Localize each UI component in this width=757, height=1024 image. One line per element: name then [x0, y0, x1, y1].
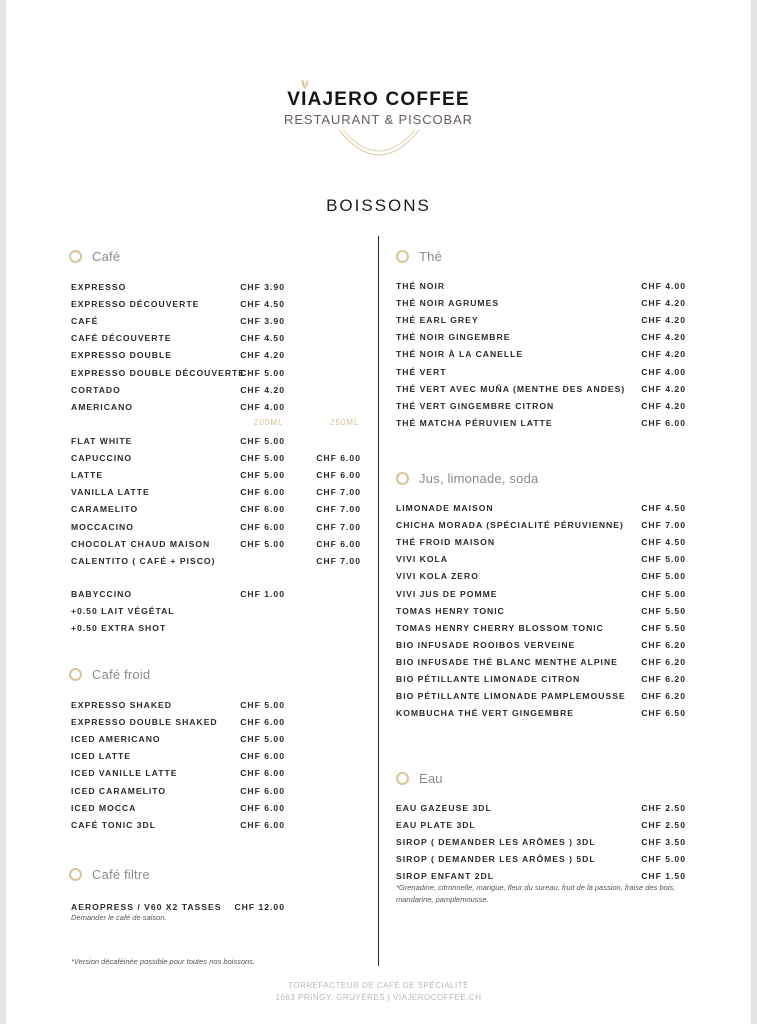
- cafe-filtre-note: Demander le café de saison.: [71, 913, 167, 922]
- item-name: CAFÉ DÉCOUVERTE: [71, 333, 172, 344]
- menu-item-row: [71, 453, 361, 470]
- item-name: EXPRESSO SHAKED: [71, 700, 172, 710]
- item-name: THÉ VERT AVEC MUÑA (MENTHE DES ANDES): [396, 383, 626, 394]
- item-name: BIO PÉTILLANTE LIMONADE PAMPLEMOUSSE: [396, 691, 626, 702]
- page-title: BOISSONS: [326, 196, 431, 215]
- item-name: +0.50 LAIT VÉGÉTAL: [71, 606, 175, 617]
- menu-item-row: [396, 384, 686, 401]
- item-name: AMERICANO: [71, 401, 133, 412]
- item-name: ICED CARAMELITO: [71, 785, 167, 796]
- item-price: CHF 1.00: [240, 589, 285, 599]
- menu-item-row: [396, 623, 686, 640]
- item-price: CHF 4.50: [240, 299, 285, 310]
- menu-item-row: [396, 657, 686, 674]
- item-name: THÉ MATCHA PÉRUVIEN LATTE: [396, 417, 553, 428]
- menu-item-row: [396, 281, 686, 298]
- item-price: CHF 5.00: [641, 588, 686, 599]
- item-price: CHF 5.00: [240, 734, 285, 745]
- ring-bullet-icon: [396, 250, 409, 263]
- item-price: CHF 4.20: [641, 349, 686, 360]
- menu-item-row: [71, 623, 361, 640]
- menu-item-row: [71, 350, 361, 367]
- menu-item-row: [396, 837, 686, 854]
- item-name: CALENTITO ( CAFÉ + PISCO): [71, 555, 216, 566]
- sirop-flavours-note: *Grenadine, citronnelle, mangue, fleur du sureau, fruit de la passion, fraise des bois, mandarine, pamplemousse.: [396, 883, 676, 904]
- menu-item-row: [396, 674, 686, 691]
- item-price: CHF 5.00: [641, 854, 686, 865]
- brand-title: VIAJERO COFFEE: [287, 89, 470, 110]
- item-name: EXPRESSO DOUBLE SHAKED: [71, 717, 218, 728]
- menu-item-row: [396, 871, 686, 888]
- menu-item-row: [71, 589, 361, 606]
- menu-item-row: [396, 606, 686, 623]
- menu-item-row: [396, 349, 686, 366]
- item-price: CHF 6.00: [316, 538, 361, 549]
- menu-item-row: [71, 803, 361, 820]
- menu-item-row: [396, 589, 686, 606]
- item-name: VANILLA LATTE: [71, 487, 150, 498]
- item-price: CHF 5.00: [641, 554, 686, 565]
- section-label: Eau: [419, 771, 443, 786]
- menu-item-row: [396, 332, 686, 349]
- item-price: CHF 6.00: [240, 487, 285, 498]
- menu-item-row: [71, 768, 361, 785]
- menu-item-row: [71, 487, 361, 504]
- item-price: CHF 7.00: [316, 521, 361, 532]
- item-price: CHF 6.00: [240, 717, 285, 728]
- item-name: AEROPRESS / V60 X2 TASSES: [71, 902, 222, 912]
- item-price: CHF 6.20: [641, 674, 686, 684]
- menu-item-row: [71, 385, 361, 402]
- item-price: CHF 1.50: [641, 871, 686, 882]
- item-name: ICED AMERICANO: [71, 734, 161, 745]
- item-name: SIROP ENFANT 2DL: [396, 871, 494, 882]
- item-price: CHF 4.50: [641, 537, 686, 548]
- item-name: THÉ NOIR: [396, 281, 446, 291]
- item-name: CHICHA MORADA (SPÉCIALITÉ PÉRUVIENNE): [396, 520, 624, 531]
- menu-item-row: [71, 902, 361, 919]
- item-price: CHF 6.00: [240, 768, 285, 779]
- item-price: CHF 12.00: [234, 902, 285, 912]
- item-name: ICED LATTE: [71, 751, 131, 762]
- item-price: CHF 6.00: [641, 417, 686, 428]
- menu-item-row: [71, 556, 361, 573]
- menu-item-row: [71, 522, 361, 539]
- decaf-footnote: *Version décaféinée possible pour toutes nos boissons.: [71, 957, 256, 966]
- item-price: CHF 7.00: [316, 555, 361, 566]
- menu-item-row: [396, 708, 686, 725]
- menu-item-row: [396, 854, 686, 871]
- item-name: ICED VANILLE LATTE: [71, 768, 178, 779]
- item-price: CHF 7.00: [641, 520, 686, 531]
- item-price: CHF 2.50: [641, 803, 686, 813]
- menu-item-row: [396, 640, 686, 657]
- item-name: BIO INFUSADE THÉ BLANC MENTHE ALPINE: [396, 656, 618, 667]
- item-name: CAFÉ: [71, 316, 99, 327]
- section-jus-header: [396, 471, 538, 486]
- item-name: KOMBUCHA THÉ VERT GINGEMBRE: [396, 708, 575, 719]
- item-price: CHF 5.00: [240, 700, 285, 710]
- item-name: THÉ VERT GINGEMBRE CITRON: [396, 400, 555, 411]
- item-price: CHF 4.00: [240, 401, 285, 412]
- menu-item-row: [71, 316, 361, 333]
- item-name: CAPUCCINO: [71, 453, 133, 464]
- item-name: FLAT WHITE: [71, 436, 133, 446]
- section-eau-header: [396, 771, 443, 786]
- item-name: SIROP ( DEMANDER LES ARÔMES ) 3DL: [396, 837, 596, 848]
- item-name: THÉ VERT: [396, 366, 447, 377]
- menu-item-row: [396, 298, 686, 315]
- item-price: CHF 3.90: [240, 316, 285, 327]
- item-price: CHF 3.50: [641, 837, 686, 848]
- item-name: VIVI KOLA ZERO: [396, 571, 479, 582]
- item-name: LIMONADE MAISON: [396, 503, 494, 513]
- section-label: Café: [92, 249, 121, 264]
- item-name: EAU GAZEUSE 3DL: [396, 803, 492, 813]
- item-name: CORTADO: [71, 384, 121, 395]
- item-price: CHF 6.00: [240, 819, 285, 830]
- menu-item-row: [396, 418, 686, 435]
- menu-item-row: [71, 786, 361, 803]
- footer-line-1: TORREFACTEUR DE CAFÉ DE SPÉCIALITÉ: [288, 981, 469, 990]
- section-cafe-froid-header: [69, 667, 150, 682]
- item-price: CHF 5.00: [240, 436, 285, 446]
- item-price: CHF 4.20: [240, 384, 285, 395]
- item-price: CHF 5.00: [641, 571, 686, 582]
- item-name: VIVI JUS DE POMME: [396, 588, 498, 599]
- ring-bullet-icon: [396, 472, 409, 485]
- item-price: CHF 7.00: [316, 504, 361, 515]
- item-name: LATTE: [71, 470, 104, 481]
- menu-item-row: [396, 691, 686, 708]
- menu-item-row: [71, 436, 361, 453]
- column-divider: [378, 236, 379, 966]
- item-price: CHF 4.20: [641, 298, 686, 309]
- item-name: CARAMELITO: [71, 504, 139, 515]
- logo-arc-icon: [337, 128, 421, 162]
- menu-item-row: [71, 539, 361, 556]
- item-price: CHF 6.00: [240, 751, 285, 762]
- item-price: CHF 7.00: [316, 487, 361, 498]
- item-price: CHF 4.00: [641, 366, 686, 377]
- menu-item-row: [71, 820, 361, 837]
- item-name: BABYCCINO: [71, 589, 133, 599]
- section-label: Café froid: [92, 667, 151, 682]
- item-name: EXPRESSO DÉCOUVERTE: [71, 299, 200, 310]
- menu-item-row: [71, 299, 361, 316]
- item-price: CHF 4.20: [641, 332, 686, 343]
- section-label: Thé: [419, 249, 443, 264]
- item-price: CHF 5.00: [240, 453, 285, 464]
- menu-item-row: [396, 520, 686, 537]
- item-name: THÉ EARL GREY: [396, 315, 479, 326]
- menu-item-row: [396, 571, 686, 588]
- item-price: CHF 6.00: [240, 785, 285, 796]
- item-name: MOCCACINO: [71, 521, 134, 532]
- item-price: CHF 2.50: [641, 820, 686, 831]
- brand-subtitle: RESTAURANT & PISCOBAR: [284, 112, 473, 127]
- item-price: CHF 4.20: [240, 350, 285, 361]
- item-price: CHF 4.50: [641, 503, 686, 513]
- section-cafe-filtre-header: [69, 867, 150, 882]
- size-header-250ml: 250ML: [330, 418, 360, 427]
- menu-item-row: [71, 504, 361, 521]
- item-price: CHF 6.50: [641, 708, 686, 719]
- item-name: THÉ NOIR AGRUMES: [396, 298, 500, 309]
- menu-item-row: [396, 803, 686, 820]
- item-price: CHF 5.00: [240, 538, 285, 549]
- menu-item-row: [396, 315, 686, 332]
- item-price: CHF 6.00: [316, 453, 361, 464]
- item-price: CHF 3.90: [240, 282, 285, 292]
- item-name: ICED MOCCA: [71, 802, 137, 813]
- section-label: Jus, limonade, soda: [419, 471, 539, 486]
- item-name: SIROP ( DEMANDER LES ARÔMES ) 5DL: [396, 854, 596, 865]
- section-cafe-header: [69, 249, 120, 264]
- item-price: CHF 5.50: [641, 605, 686, 616]
- item-price: CHF 4.20: [641, 315, 686, 326]
- item-price: CHF 4.50: [240, 333, 285, 344]
- menu-item-row: [71, 470, 361, 487]
- item-price: CHF 6.00: [240, 504, 285, 515]
- item-price: CHF 6.00: [240, 802, 285, 813]
- menu-item-row: [71, 282, 361, 299]
- item-name: VIVI KOLA: [396, 554, 448, 565]
- item-name: EXPRESSO DOUBLE: [71, 350, 172, 361]
- item-price: CHF 5.00: [240, 470, 285, 481]
- item-name: EAU PLATE 3DL: [396, 820, 476, 831]
- menu-item-row: [71, 717, 361, 734]
- item-price: CHF 6.20: [641, 691, 686, 702]
- item-price: CHF 6.20: [641, 656, 686, 667]
- size-header-200ml: 200ML: [254, 418, 284, 427]
- item-price: CHF 5.00: [240, 367, 285, 378]
- section-the-header: [396, 249, 442, 264]
- item-name: CHOCOLAT CHAUD MAISON: [71, 538, 211, 549]
- item-name: +0.50 EXTRA SHOT: [71, 623, 167, 634]
- menu-item-row: [71, 402, 361, 419]
- item-price: CHF 6.20: [641, 639, 686, 650]
- menu-item-row: [396, 401, 686, 418]
- ring-bullet-icon: [69, 250, 82, 263]
- menu-item-row: [71, 606, 361, 623]
- item-name: TOMAS HENRY TONIC: [396, 605, 505, 616]
- menu-item-row: [396, 820, 686, 837]
- menu-item-row: [396, 503, 686, 520]
- menu-item-row: [71, 751, 361, 768]
- section-label: Café filtre: [92, 867, 150, 882]
- item-price: CHF 6.00: [316, 470, 361, 481]
- item-name: EXPRESSO: [71, 282, 127, 292]
- item-name: CAFÉ TONIC 3DL: [71, 819, 156, 830]
- item-name: THÉ FROID MAISON: [396, 537, 496, 548]
- ring-bullet-icon: [396, 772, 409, 785]
- menu-item-row: [71, 734, 361, 751]
- footer-line-2: 1663 PRINGY, GRUYÈRES | VIAJEROCOFFEE.CH: [275, 993, 482, 1002]
- item-name: TOMAS HENRY CHERRY BLOSSOM TONIC: [396, 622, 604, 633]
- item-price: CHF 4.20: [641, 383, 686, 394]
- item-name: THÉ NOIR À LA CANELLE: [396, 349, 524, 360]
- menu-item-row: [71, 368, 361, 385]
- menu-item-row: [396, 554, 686, 571]
- menu-item-row: [396, 537, 686, 554]
- menu-item-row: [71, 333, 361, 350]
- item-price: CHF 4.00: [641, 281, 686, 291]
- menu-item-row: [396, 367, 686, 384]
- item-price: CHF 4.20: [641, 400, 686, 411]
- ring-bullet-icon: [69, 868, 82, 881]
- item-name: BIO INFUSADE ROOIBOS VERVEINE: [396, 639, 576, 650]
- ring-bullet-icon: [69, 668, 82, 681]
- menu-item-row: [71, 700, 361, 717]
- item-price: CHF 5.50: [641, 622, 686, 633]
- item-price: CHF 6.00: [240, 521, 285, 532]
- item-name: THÉ NOIR GINGEMBRE: [396, 332, 511, 343]
- item-name: BIO PÉTILLANTE LIMONADE CITRON: [396, 674, 581, 684]
- item-name: EXPRESSO DOUBLE DÉCOUVERTE: [71, 367, 246, 378]
